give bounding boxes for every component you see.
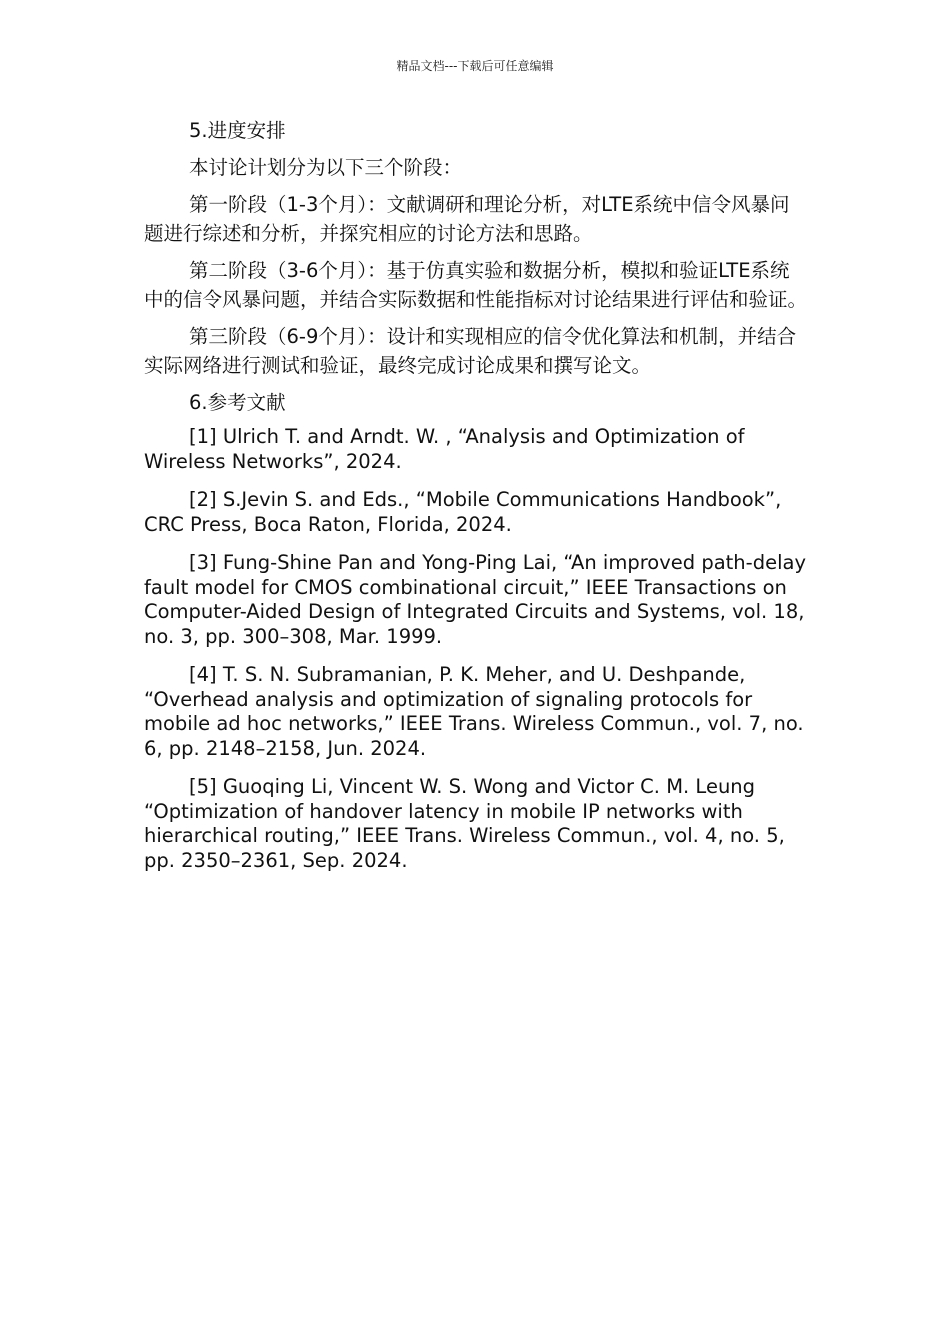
phase-1-paragraph: 第一阶段（1-3个月）：文献调研和理论分析，对LTE系统中信令风暴问题进行综述和分析，并探究相应的讨论方法和思路。 [144, 193, 790, 245]
page-header: 精品文档---下载后可任意编辑 [396, 59, 554, 73]
reference-item: [5] Guoqing Li, Vincent W. S. Wong and Victor C. M. Leung “Optimization of handover latency in mobile IP networks with hierarchical routing,” IEEE Trans. Wireless Commun., vol. 4, no. 5, pp. 2350–2361, Sep. 2024. [144, 775, 785, 872]
schedule-intro: 本讨论计划分为以下三个阶段： [189, 156, 463, 179]
section-heading-references: 6.参考文献 [189, 391, 286, 414]
reference-item: [3] Fung-Shine Pan and Yong-Ping Lai, “An improved path-delay fault model for CMOS combinational circuit,” IEEE Transactions on Computer-Aided Design of Integrated Circuits and Systems, vol. 18, no. 3, pp. 300–308, Mar. 1999. [144, 551, 806, 648]
reference-item: [4] T. S. N. Subramanian, P. K. Meher, and U. Deshpande, “Overhead analysis and optimization of signaling protocols for mobile ad hoc networks,” IEEE Trans. Wireless Commun., vol. 7, no. 6, pp. 2148–2158, Jun. 2024. [144, 663, 804, 760]
phase-3-paragraph: 第三阶段（6-9个月）：设计和实现相应的信令优化算法和机制，并结合实际网络进行测试和验证，最终完成讨论成果和撰写论文。 [144, 325, 797, 377]
phase-2-paragraph: 第二阶段（3-6个月）：基于仿真实验和数据分析，模拟和验证LTE系统中的信令风暴问题，并结合实际数据和性能指标对讨论结果进行评估和验证。 [144, 259, 808, 311]
reference-item: [2] S.Jevin S. and Eds., “Mobile Communications Handbook”, CRC Press, Boca Raton, Florida, 2024. [144, 488, 782, 536]
document-body [144, 116, 808, 887]
section-heading-schedule: 5.进度安排 [189, 119, 286, 142]
reference-list [144, 425, 808, 873]
reference-item: [1] Ulrich T. and Arndt. W. , “Analysis and Optimization of Wireless Networks”, 2024. [144, 425, 745, 473]
